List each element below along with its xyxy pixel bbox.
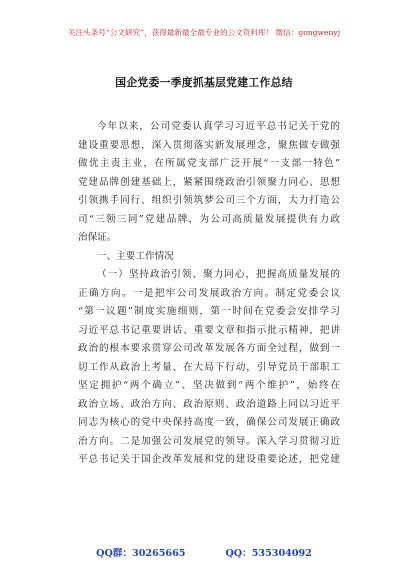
paragraph-line: 引领携手同行、组织引领筑梦公司三个方面，大力打造公 [78, 195, 340, 206]
paragraph-line: 做优主责主业，在所属党支部广泛开展“一支部一特色” [78, 158, 340, 169]
qq-number-text: QQ：535304092 [225, 548, 312, 559]
paragraph-line: 同志为核心的党中央保持高度一致，确保公司发展正确政 [78, 417, 340, 428]
paragraph-line: 坚定拥护“两个确立”、坚决做到“两个维护”，始终在 [78, 380, 340, 391]
paragraph-line: 党建品牌创建基础上，紧紧围绕政治引领聚力同心、思想 [78, 176, 340, 188]
document-body [78, 118, 340, 470]
paragraph-line: 平总书记关于国企改革发展和党的建设重要论述，把党建 [78, 454, 340, 465]
paragraph-line: 今年以来，公司党委认真学习习近平总书记关于党的 [97, 121, 340, 132]
paragraph-line: 切工作从政治上考量、在大局下行动，引导党员干部职工 [78, 361, 340, 373]
promo-banner: 关注头条号“公文研究”，获得最新最全最专业的公文资料库！ 微信：gongwenyj [67, 28, 341, 37]
paragraph-line: 政治立场、政治方向、政治原则、政治道路上同以习近平 [78, 398, 340, 410]
paragraph-line: 司“三领三同”党建品牌，为公司高质量发展提供有力政 [78, 213, 340, 225]
footer-contact [0, 545, 408, 559]
paragraph-line: 治方向。二是加强公司发展党的领导。深入学习贯彻习近 [78, 435, 340, 447]
paragraph-line: （一）坚持政治引领、聚力同心，把握高质量发展的 [97, 269, 340, 280]
paragraph-line: 政治的根本要求贯穿公司改革发展各方面全过程，做到一 [78, 343, 340, 354]
paragraph-line: 习近平总书记重要讲话、重要文章和指示批示精神，把讲 [78, 324, 340, 336]
paragraph-line: 建设重要思想，深入贯彻落实新发展理念，聚焦做专做强 [78, 139, 340, 151]
paragraph-line: 治保证。 [78, 232, 117, 243]
document-title: 国企党委一季度抓基层党建工作总结 [115, 76, 293, 89]
qq-group-text: QQ群：30265665 [96, 548, 186, 559]
paragraph-line: “第一议题”制度实施细则，第一时间在党委会安排学习 [78, 306, 340, 317]
section-heading: 一、主要工作情况 [97, 250, 174, 262]
paragraph-line: 正确方向。一是把牢公司发展政治方向。制定党委会议 [78, 287, 340, 299]
